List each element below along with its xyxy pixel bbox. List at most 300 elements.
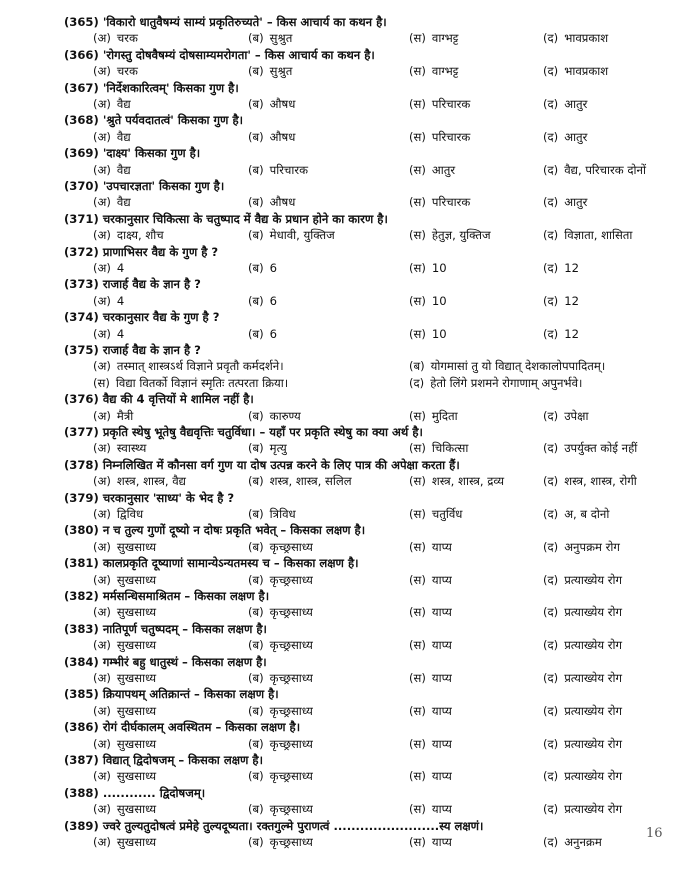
- option-text: वैद्य: [116, 97, 131, 111]
- question-text: चरकानुसार 'साध्य' के भेद है ?: [102, 490, 235, 505]
- option-text: शस्त्र, शास्त्र, सलिल: [269, 474, 352, 489]
- option-label: (ब): [409, 359, 425, 374]
- question-number: (375): [64, 343, 99, 357]
- option-text: 6: [269, 326, 278, 341]
- question-number: (389): [64, 818, 99, 833]
- option-1: [93, 801, 243, 817]
- question-row: [64, 719, 664, 735]
- option-text: मृत्यु: [269, 441, 287, 456]
- option-label: (अ): [93, 474, 111, 489]
- option-3: [409, 834, 541, 850]
- option-4: [543, 440, 673, 456]
- option-label: (अ): [93, 539, 111, 554]
- question-row: [64, 391, 664, 407]
- question-number: (380): [64, 523, 99, 538]
- question-number: (372): [64, 244, 99, 259]
- option-text: भावप्रकाश: [564, 31, 609, 46]
- option-4: [543, 801, 673, 817]
- option-text: 12: [564, 293, 579, 308]
- option-label: (ब): [248, 293, 264, 308]
- option-label: (अ): [93, 572, 111, 587]
- option-4: [543, 408, 673, 424]
- option-label: (अ): [93, 671, 111, 685]
- option-1: [93, 408, 243, 424]
- option-text: वैद्य: [116, 129, 131, 144]
- option-text: त्रिविध: [269, 507, 296, 521]
- option-4: [543, 194, 673, 210]
- option-text: प्रत्याख्येय रोग: [564, 638, 623, 653]
- option-label: (स): [409, 326, 426, 341]
- question-number: (387): [64, 753, 99, 767]
- option-label: (द): [543, 228, 559, 243]
- option-text: चरक: [116, 31, 138, 46]
- option-text: प्रत्याख्येय रोग: [564, 769, 623, 784]
- option-text: प्रत्याख्येय रोग: [564, 802, 623, 817]
- option-label: (द): [543, 293, 559, 308]
- option-label: (ब): [248, 326, 264, 341]
- option-label: (द): [543, 802, 559, 817]
- option-text: याप्य: [431, 671, 452, 685]
- question-row: [64, 654, 664, 670]
- option-text: शस्त्र, शास्त्र, वैद्य: [116, 474, 186, 489]
- option-text: 12: [564, 326, 579, 341]
- option-text: कृच्छ्रसाध्य: [269, 605, 313, 620]
- option-text: सुश्रुत: [269, 64, 293, 79]
- option-text: कारुण्य: [269, 408, 301, 423]
- option-label: (स): [409, 572, 426, 587]
- option-label: (स): [409, 703, 426, 718]
- question-row: [64, 112, 664, 128]
- option-text: याप्य: [431, 703, 452, 718]
- question-text: मर्मसन्धिसमाश्रितम – किसका लक्षण है।: [102, 589, 270, 603]
- question-row: [64, 342, 664, 358]
- option-label: (स): [409, 129, 426, 144]
- option-2: [248, 768, 404, 784]
- option-1: [93, 572, 243, 588]
- option-label: (अ): [93, 769, 111, 784]
- option-1: [93, 293, 243, 309]
- option-label: (ब): [248, 769, 264, 784]
- option-label: (ब): [248, 736, 264, 751]
- option-4: [543, 736, 673, 752]
- question-number: (388): [64, 785, 99, 800]
- option-3: [409, 63, 541, 79]
- option-label: (अ): [93, 359, 111, 374]
- question-text: कालप्रकृति दूष्याणां सामान्येऽन्यतमस्य च – किसका लक्षण है।: [102, 556, 359, 571]
- question-text: 'दाक्ष्य' किसका गुण है।: [102, 146, 201, 161]
- option-text: याप्य: [431, 736, 452, 751]
- option-text: दाक्ष्य, शौच: [116, 228, 164, 243]
- question-text: रोगं दीर्घकालम् अवस्थितम – किसका लक्षण है।: [102, 720, 301, 735]
- option-text: सुखसाध्य: [116, 835, 157, 849]
- option-label: (अ): [93, 703, 111, 718]
- option-4: [543, 506, 673, 522]
- option-label: (स): [409, 162, 426, 177]
- option-4: [543, 260, 673, 276]
- question-row: [64, 752, 664, 768]
- option-label: (ब): [248, 261, 264, 275]
- option-4: [543, 63, 673, 79]
- question-number: (368): [64, 113, 99, 128]
- question-number: (371): [64, 211, 99, 226]
- option-label: (ब): [248, 31, 264, 46]
- option-text: सुश्रुत: [269, 31, 293, 46]
- option-text: कृच्छ्रसाध्य: [269, 835, 313, 849]
- option-text: प्रत्याख्येय रोग: [564, 736, 623, 751]
- question-text: विद्यात् द्विदोषजम् – किसका लक्षण है।: [102, 753, 263, 767]
- question-number: (367): [64, 80, 99, 95]
- option-text: परिचारक: [431, 97, 471, 111]
- option-3: [409, 293, 541, 309]
- option-3: [409, 506, 541, 522]
- option-1: [93, 129, 243, 145]
- option-text: चिकित्सा: [431, 441, 469, 456]
- option-1: [93, 703, 243, 719]
- option-4: [543, 162, 673, 178]
- option-1: [93, 194, 243, 210]
- option-label: (अ): [93, 638, 111, 653]
- option-2: [248, 194, 404, 210]
- option-label: (अ): [93, 162, 111, 177]
- option-label: (स): [409, 441, 426, 456]
- option-text: प्रत्याख्येय रोग: [564, 572, 623, 587]
- option-label: (द): [543, 835, 559, 849]
- option-text: प्रत्याख्येय रोग: [564, 605, 623, 620]
- option-text: वाग्भट्ट: [431, 64, 459, 79]
- question-row: [64, 785, 664, 801]
- option-3: [409, 129, 541, 145]
- question-number: (379): [64, 490, 99, 505]
- question-text: ज्वरे तुल्यतुदोषत्वं प्रमेहे तुल्यदूष्यता। रक्तगुल्मे पुराणत्वं ........................स्य लक्षणं।: [102, 818, 484, 833]
- option-text: स्वास्थ्य: [116, 441, 147, 456]
- option-label: (ब): [248, 835, 264, 849]
- option-text: मुदिता: [431, 408, 458, 423]
- option-label: (ब): [248, 228, 264, 243]
- option-label: (स): [409, 736, 426, 751]
- option-text: 4: [116, 261, 125, 275]
- question-row: [64, 211, 664, 227]
- question-number: (370): [64, 179, 99, 193]
- option-text: तस्मात् शास्त्रऽर्थ विज्ञाने प्रवृतौ कर्मदर्शने।: [116, 359, 284, 374]
- option-label: (द): [543, 162, 559, 177]
- question-text: वैद्य की 4 वृत्तियों मे शामिल नहीं है।: [102, 392, 254, 407]
- question-row: [64, 145, 664, 161]
- question-row: [64, 686, 664, 702]
- question-row: [64, 309, 664, 325]
- option-label: (द): [543, 261, 559, 275]
- option-2: [248, 63, 404, 79]
- question-number: (365): [64, 15, 99, 29]
- option-label: (ब): [248, 195, 264, 210]
- option-label: (द): [543, 474, 559, 489]
- question-row: [64, 555, 664, 571]
- option-text: उपेक्षा: [564, 408, 589, 423]
- option-4: [543, 293, 673, 309]
- option-1: [93, 440, 243, 456]
- option-2: [248, 834, 404, 850]
- option-label: (ब): [248, 64, 264, 79]
- option-label: (द): [543, 129, 559, 144]
- option-1: [93, 358, 401, 374]
- option-label: (ब): [248, 539, 264, 554]
- option-text: परिचारक: [269, 162, 309, 177]
- option-label: (अ): [93, 97, 111, 111]
- question-text: नातिपूर्ण चतुष्पदम् – किसका लक्षण है।: [102, 621, 267, 636]
- option-text: योगमासां तु यो विद्यात् देशकालोपपादितम्।: [430, 359, 606, 374]
- question-row: [64, 80, 664, 96]
- question-number: (366): [64, 47, 99, 62]
- question-number: (384): [64, 654, 99, 669]
- question-row: [64, 276, 664, 292]
- option-4: [543, 30, 673, 46]
- option-label: (ब): [248, 507, 264, 521]
- option-text: कृच्छ्रसाध्य: [269, 638, 313, 653]
- question-number: (376): [64, 392, 99, 407]
- option-1: [93, 670, 243, 686]
- question-text: निम्नलिखित में कौनसा वर्ग गुण या दोष उत्पन्न करने के लिए पात्र की अपेक्षा करता हैं।: [102, 457, 460, 472]
- option-text: वैद्य: [116, 162, 131, 177]
- question-row: [64, 621, 664, 637]
- page-number: 16: [646, 826, 663, 841]
- option-3: [409, 637, 541, 653]
- option-1: [93, 326, 243, 342]
- option-text: सुखसाध्य: [116, 671, 157, 685]
- option-label: (द): [543, 703, 559, 718]
- question-text: 'विकारो धातुवैषम्यं साम्यं प्रकृतिरुच्यते' – किस आचार्य का कथन है।: [102, 15, 387, 29]
- option-1: [93, 637, 243, 653]
- option-label: (द): [543, 326, 559, 341]
- option-text: याप्य: [431, 572, 452, 587]
- option-text: कृच्छ्रसाध्य: [269, 703, 313, 718]
- option-label: (द): [543, 605, 559, 620]
- question-text: क्रियापथम् अतिक्रान्तं – किसका लक्षण है।: [102, 687, 279, 702]
- option-1: [93, 604, 243, 620]
- option-2: [248, 129, 404, 145]
- option-1: [93, 506, 243, 522]
- question-text: 'उपचारज्ञता' किसका गुण है।: [102, 179, 225, 193]
- question-text: प्राणाभिसर वैद्य के गुण है ?: [102, 244, 219, 259]
- question-text: गम्भीरं बहु धातुस्थं – किसका लक्षण है।: [102, 654, 267, 669]
- option-3: [409, 408, 541, 424]
- option-label: (द): [543, 769, 559, 784]
- option-label: (द): [543, 441, 559, 456]
- option-label: (ब): [248, 802, 264, 817]
- option-4: [543, 326, 673, 342]
- option-label: (स): [409, 31, 426, 46]
- option-4: [409, 375, 673, 391]
- question-number: (369): [64, 146, 99, 161]
- option-3: [409, 768, 541, 784]
- option-2: [248, 473, 404, 489]
- option-label: (अ): [93, 507, 111, 521]
- option-1: [93, 63, 243, 79]
- option-text: सुखसाध्य: [116, 769, 157, 784]
- option-1: [93, 227, 243, 243]
- option-label: (अ): [93, 293, 111, 308]
- option-2: [248, 260, 404, 276]
- option-text: द्विविध: [116, 507, 144, 521]
- option-text: 10: [431, 326, 447, 341]
- question-row: [64, 178, 664, 194]
- option-1: [93, 768, 243, 784]
- question-number: (374): [64, 310, 99, 325]
- option-3: [409, 260, 541, 276]
- option-text: सुखसाध्य: [116, 605, 157, 620]
- option-text: मैत्री: [116, 408, 134, 423]
- option-label: (द): [543, 31, 559, 46]
- option-1: [93, 162, 243, 178]
- option-label: (द): [409, 375, 425, 390]
- question-row: [64, 818, 664, 834]
- option-label: (स): [409, 195, 426, 210]
- option-3: [409, 703, 541, 719]
- question-text: ............ द्विदोषजम्।: [102, 785, 206, 800]
- question-number: (382): [64, 589, 99, 603]
- option-4: [543, 572, 673, 588]
- question-text: न च तुल्य गुणों दूष्यो न दोषः प्रकृति भवेत् – किसका लक्षण है।: [102, 523, 366, 538]
- option-1: [93, 30, 243, 46]
- option-text: सुखसाध्य: [116, 736, 157, 751]
- option-label: (अ): [93, 408, 111, 423]
- option-4: [543, 637, 673, 653]
- option-4: [543, 227, 673, 243]
- option-1: [93, 736, 243, 752]
- option-4: [543, 96, 673, 112]
- option-label: (द): [543, 671, 559, 685]
- option-text: चरक: [116, 64, 138, 79]
- option-label: (ब): [248, 572, 264, 587]
- option-2: [248, 162, 404, 178]
- option-text: 10: [431, 261, 447, 275]
- option-text: भावप्रकाश: [564, 64, 609, 79]
- option-label: (स): [409, 835, 426, 849]
- option-2: [248, 506, 404, 522]
- option-text: आतुर: [564, 97, 588, 111]
- option-2: [248, 408, 404, 424]
- option-text: याप्य: [431, 835, 452, 849]
- option-2: [248, 703, 404, 719]
- option-label: (द): [543, 736, 559, 751]
- option-text: विज्ञाता, शासिता: [564, 228, 633, 243]
- question-text: राजार्ह वैद्य के ज्ञान है ?: [102, 343, 201, 357]
- option-2: [248, 801, 404, 817]
- option-3: [409, 30, 541, 46]
- option-text: चतुर्विध: [431, 507, 463, 521]
- option-2: [248, 96, 404, 112]
- question-text: 'रोगस्तु दोषवैषम्यं दोषसाम्यमरोगता' – किस आचार्य का कथन है।: [102, 47, 375, 62]
- option-3: [409, 440, 541, 456]
- option-text: कृच्छ्रसाध्य: [269, 539, 313, 554]
- option-label: (अ): [93, 326, 111, 341]
- option-4: [543, 129, 673, 145]
- option-label: (अ): [93, 736, 111, 751]
- question-row: [64, 47, 664, 63]
- option-text: उपर्युक्त कोई नहीं: [564, 441, 638, 456]
- option-4: [543, 539, 673, 555]
- option-text: औषध: [269, 97, 296, 111]
- option-1: [93, 260, 243, 276]
- option-1: [93, 539, 243, 555]
- option-text: अनुनक्रम: [564, 835, 602, 849]
- option-label: (स): [409, 228, 426, 243]
- option-2: [248, 604, 404, 620]
- option-4: [543, 473, 673, 489]
- option-text: औषध: [269, 129, 296, 144]
- option-4: [543, 703, 673, 719]
- option-label: (अ): [93, 605, 111, 620]
- option-text: हेतो लिंगे प्रशमने रोगाणाम् अपुनर्भवे।: [430, 375, 583, 390]
- option-label: (ब): [248, 97, 264, 111]
- option-label: (ब): [248, 408, 264, 423]
- question-number: (383): [64, 621, 99, 636]
- option-2: [248, 670, 404, 686]
- option-text: सुखसाध्य: [116, 802, 157, 817]
- option-4: [543, 670, 673, 686]
- question-text: 'निर्देशकारित्वम्' किसका गुण है।: [102, 80, 239, 95]
- option-label: (स): [409, 474, 426, 489]
- option-3: [409, 162, 541, 178]
- option-label: (अ): [93, 802, 111, 817]
- question-number: (373): [64, 277, 99, 292]
- option-2: [248, 30, 404, 46]
- question-number: (386): [64, 720, 99, 735]
- option-label: (स): [409, 802, 426, 817]
- option-text: याप्य: [431, 802, 452, 817]
- option-label: (अ): [93, 31, 111, 46]
- option-label: (द): [543, 638, 559, 653]
- option-label: (ब): [248, 703, 264, 718]
- option-3: [93, 375, 401, 391]
- option-label: (अ): [93, 195, 111, 210]
- option-4: [543, 604, 673, 620]
- option-3: [409, 736, 541, 752]
- option-2: [248, 293, 404, 309]
- option-label: (स): [409, 261, 426, 275]
- option-label: (अ): [93, 64, 111, 79]
- option-label: (अ): [93, 835, 111, 849]
- option-label: (अ): [93, 261, 111, 275]
- option-1: [93, 834, 243, 850]
- option-text: प्रत्याख्येय रोग: [564, 671, 623, 685]
- option-3: [409, 194, 541, 210]
- option-text: अनुपक्रम रोग: [564, 539, 620, 554]
- option-1: [93, 96, 243, 112]
- option-2: [248, 227, 404, 243]
- option-label: (ब): [248, 474, 264, 489]
- question-text: 'श्रुते पर्यवदातत्वं' किसका गुण है।: [102, 113, 244, 128]
- option-text: विद्या वितर्को विज्ञानं स्मृतिः तत्परता क्रिया।: [115, 375, 289, 390]
- option-text: अ, ब दोनो: [564, 507, 610, 521]
- question-text: राजार्ह वैद्य के ज्ञान है ?: [102, 277, 201, 292]
- option-text: 4: [116, 326, 125, 341]
- option-3: [409, 670, 541, 686]
- question-text: प्रकृति स्थेषु भूतेषु वैद्यवृत्तिः चतुर्विधा। – यहाँ पर प्रकृति स्थेषु का क्या अर्थ है।: [102, 425, 423, 439]
- option-text: मेधावी, युक्तिज: [269, 228, 335, 243]
- option-label: (अ): [93, 228, 111, 243]
- option-text: परिचारक: [431, 195, 471, 210]
- option-3: [409, 604, 541, 620]
- option-text: हेतुज्ञ, युक्तिज: [431, 228, 491, 243]
- option-label: (स): [409, 507, 426, 521]
- option-text: कृच्छ्रसाध्य: [269, 802, 313, 817]
- question-number: (381): [64, 556, 99, 571]
- option-label: (स): [409, 638, 426, 653]
- option-label: (द): [543, 572, 559, 587]
- option-3: [409, 572, 541, 588]
- option-label: (स): [409, 64, 426, 79]
- question-row: [64, 14, 664, 30]
- question-row: [64, 244, 664, 260]
